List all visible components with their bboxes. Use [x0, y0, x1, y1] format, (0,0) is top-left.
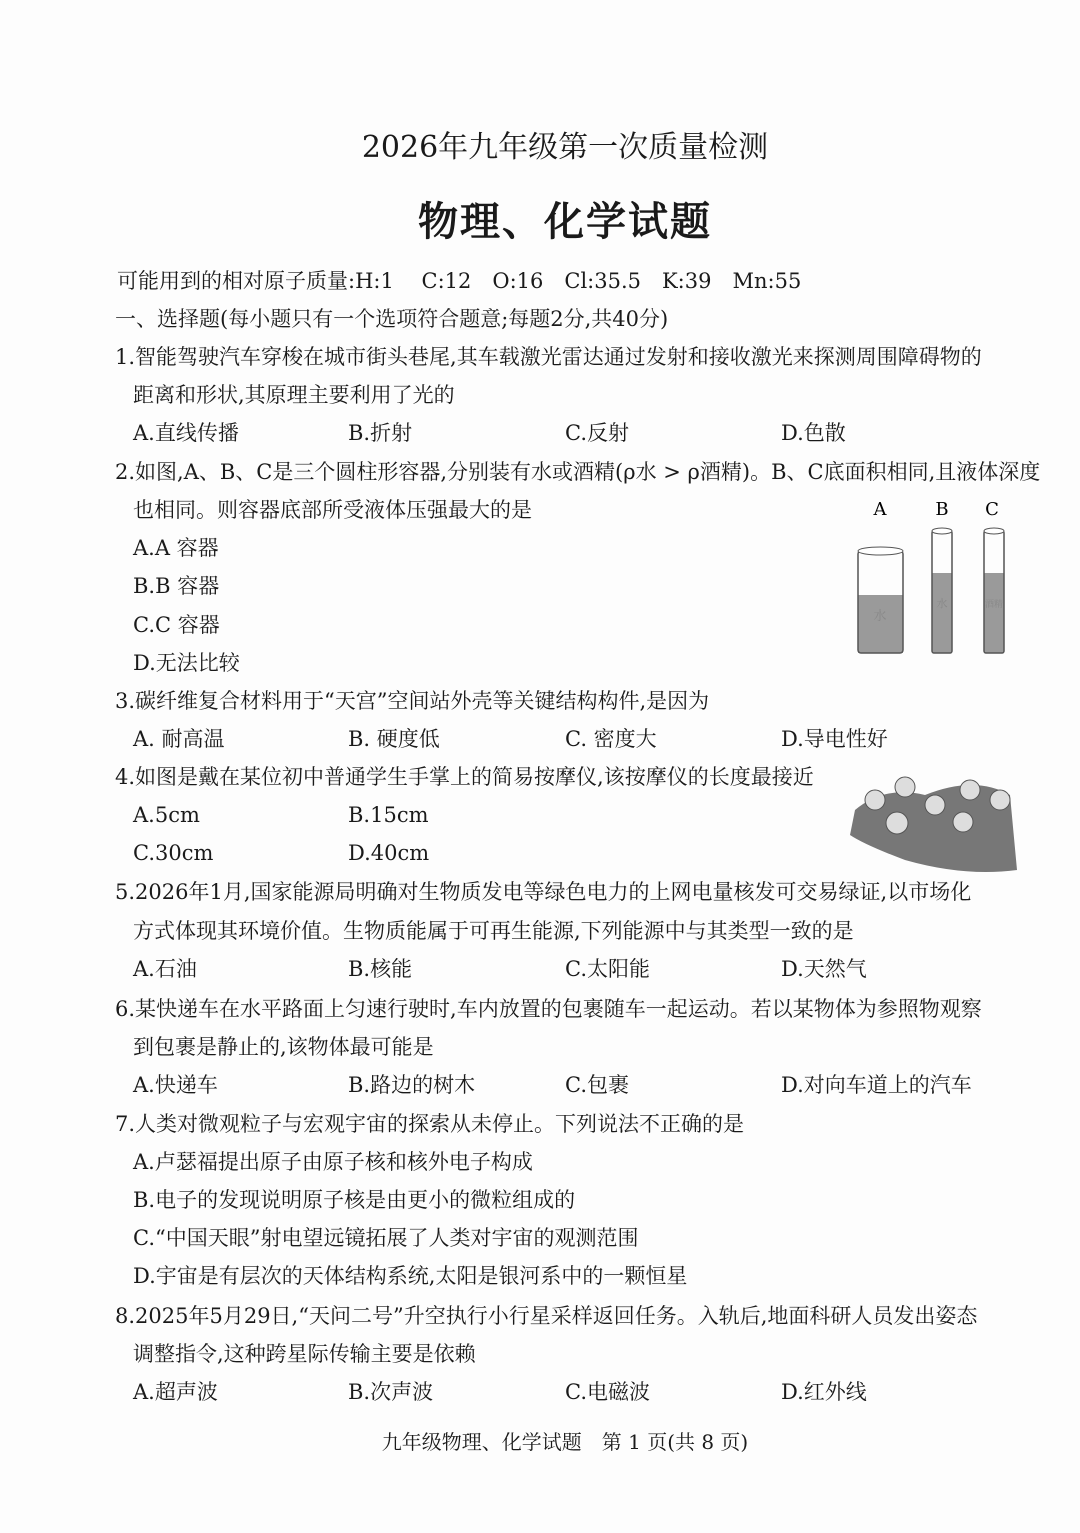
container-label-a: A: [873, 499, 887, 520]
question-6-stem: 到包裹是静止的,该物体最可能是: [133, 1035, 434, 1059]
question-2-stem: 2.如图,A、B、C是三个圆柱形容器,分别装有水或酒精(ρ水 > ρ酒精)。B、C底面积相同,且液体深度: [115, 460, 1041, 484]
question-1-stem: 距离和形状,其原理主要利用了光的: [133, 383, 455, 407]
question-8-option-a: A.超声波: [133, 1380, 218, 1404]
question-6-option-d: D.对向车道上的汽车: [781, 1073, 972, 1097]
question-8-stem: 8.2025年5月29日,“天问二号”升空执行小行星采样返回任务。入轨后,地面科研人员发出姿态: [115, 1304, 978, 1328]
question-8-option-b: B.次声波: [348, 1380, 434, 1404]
question-5-option-b: B.核能: [348, 957, 413, 981]
exam-subtitle: 物理、化学试题: [418, 198, 712, 245]
q2-containers-figure: [850, 495, 1020, 665]
container-label-c: C: [985, 499, 999, 520]
question-7-option-d: D.宇宙是有层次的天体结构系统,太阳是银河系中的一颗恒星: [133, 1264, 688, 1288]
question-1-option-c: C.反射: [565, 421, 629, 445]
exam-title: 2026年九年级第一次质量检测: [361, 130, 769, 165]
question-8-option-c: C.电磁波: [565, 1380, 650, 1404]
question-2-stem: 也相同。则容器底部所受液体压强最大的是: [133, 498, 532, 522]
question-1-stem: 1.智能驾驶汽车穿梭在城市街头巷尾,其车载激光雷达通过发射和接收激光来探测周围障碍物的: [115, 345, 982, 369]
question-2-option-c: C.C 容器: [133, 613, 220, 637]
question-5-stem: 5.2026年1月,国家能源局明确对生物质发电等绿色电力的上网电量核发可交易绿证,以市场化: [115, 880, 972, 904]
container-a: [858, 547, 903, 653]
container-label-b: B: [935, 499, 949, 520]
container-b: [932, 528, 952, 653]
question-3-option-b: B. 硬度低: [348, 727, 440, 751]
question-1-option-d: D.色散: [781, 421, 846, 445]
question-7-stem: 7.人类对微观粒子与宏观宇宙的探索从未停止。下列说法不正确的是: [115, 1112, 745, 1136]
question-2-option-d: D.无法比较: [133, 651, 240, 675]
question-5-stem: 方式体现其环境价值。生物质能属于可再生能源,下列能源中与其类型一致的是: [133, 919, 854, 943]
svg-text:水: 水: [936, 597, 948, 610]
question-7-option-a: A.卢瑟福提出原子由原子核和核外电子构成: [133, 1150, 533, 1174]
question-1-option-b: B.折射: [348, 421, 413, 445]
question-8-stem: 调整指令,这种跨星际传输主要是依赖: [133, 1342, 476, 1366]
question-8-option-d: D.红外线: [781, 1380, 867, 1404]
question-7-option-c: C.“中国天眼”射电望远镜拓展了人类对宇宙的观测范围: [133, 1226, 639, 1250]
question-3-stem: 3.碳纤维复合材料用于“天宫”空间站外壳等关键结构构件,是因为: [115, 689, 710, 713]
section-heading: 一、选择题(每小题只有一个选项符合题意;每题2分,共40分): [115, 307, 669, 331]
question-5-option-d: D.天然气: [781, 957, 867, 981]
question-2-option-a: A.A 容器: [133, 536, 219, 560]
question-4-option-a: A.5cm: [133, 803, 200, 827]
question-4-option-b: B.15cm: [348, 803, 429, 827]
question-6-stem: 6.某快递车在水平路面上匀速行驶时,车内放置的包裹随车一起运动。若以某物体为参照物观察: [115, 997, 982, 1021]
question-5-option-a: A.石油: [133, 957, 197, 981]
question-4-stem: 4.如图是戴在某位初中普通学生手掌上的简易按摩仪,该按摩仪的长度最接近: [115, 765, 814, 789]
page-footer: 九年级物理、化学试题 第 1 页(共 8 页): [381, 1430, 749, 1454]
massager-image: [845, 765, 1025, 880]
question-4-option-d: D.40cm: [348, 841, 430, 865]
question-3-option-c: C. 密度大: [565, 727, 657, 751]
question-6-option-c: C.包裹: [565, 1073, 629, 1097]
question-7-option-b: B.电子的发现说明原子核是由更小的微粒组成的: [133, 1188, 576, 1212]
svg-text:水: 水: [873, 609, 887, 624]
question-2-option-b: B.B 容器: [133, 574, 220, 598]
question-3-option-d: D.导电性好: [781, 727, 888, 751]
container-c: [984, 528, 1004, 653]
question-6-option-a: A.快递车: [133, 1073, 218, 1097]
question-3-option-a: A. 耐高温: [133, 727, 225, 751]
question-5-option-c: C.太阳能: [565, 957, 650, 981]
question-6-option-b: B.路边的树木: [348, 1073, 476, 1097]
question-4-option-c: C.30cm: [133, 841, 214, 865]
svg-text:酒精: 酒精: [984, 600, 1004, 610]
atomic-masses: 可能用到的相对原子质量:H:1 C:12 O:16 Cl:35.5 K:39 Mn:55: [117, 269, 802, 293]
question-1-option-a: A.直线传播: [133, 421, 239, 445]
